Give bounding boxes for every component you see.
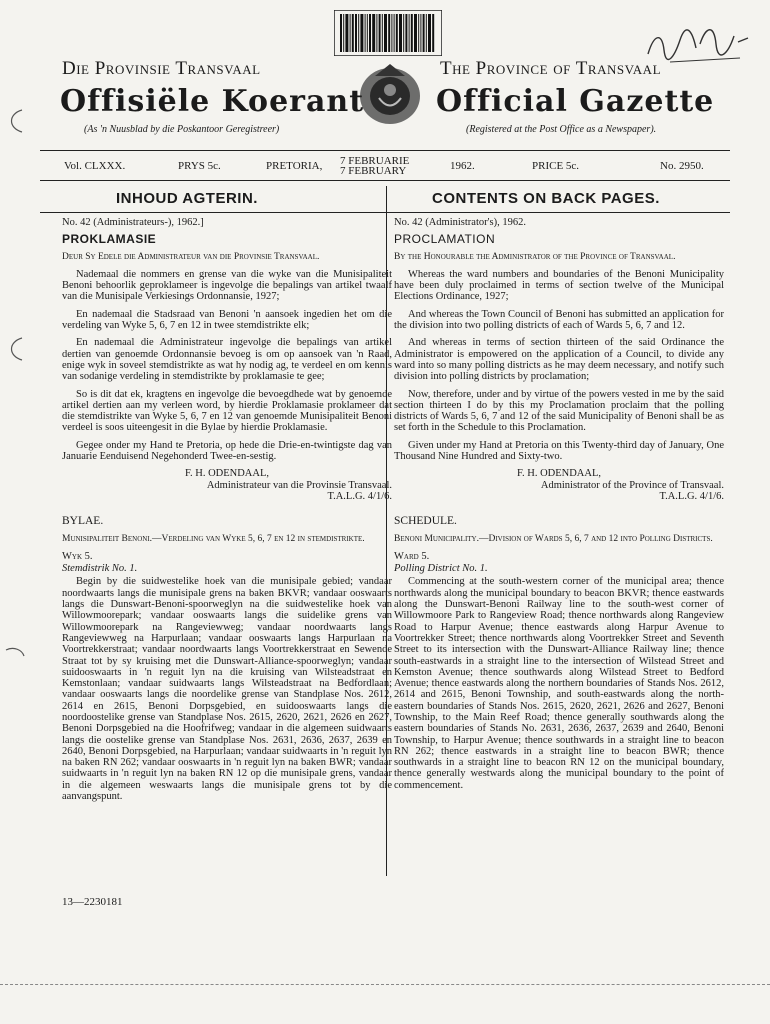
barcode-stamp [334, 10, 442, 56]
rule [40, 212, 730, 213]
margin-mark [4, 640, 26, 670]
city: PRETORIA, [266, 160, 323, 172]
registration-note-afrikaans: (As 'n Nuusblad by die Poskantoor Geregistreer) [84, 124, 280, 135]
reference: T.A.L.G. 4/1/6. [327, 490, 392, 502]
schedule-subheading: Munisipaliteit Benoni.—Verdeling van Wyke 5, 6, 7 en 12 in stemdistrikte. [62, 533, 365, 544]
signer-title: Administrator of the Province of Transvaal. [540, 479, 724, 491]
schedule-text: Begin by die suidwestelike hoek van die munisipale gebied; vandaar noordwaarts langs die munisipale grens na baken BKVR; vandaar ooswaarts langs die Dunswart-Benoni-spoorweglyn na die suidwestelike hoek van Willowmoorepark; vandaar ooswaarts langs die suidelike grens van Willowmoorepark na Rangeviewweg; vandaar noordwaarts langs Rangeviewweg na Harpurlaan; vandaar ooswaarts langs Harpurlaan na Voortrekkerstraat; vandaar noordwaarts langs Voortrekkerstraat en Sewende Straat tot by sy kruising met die Dunswart-Alliance-spoorweglyn; vandaar suidooswaarts in 'n reguit lyn na die kruising van Wilsteadstraat en Kemstonlaan; vandaar suidwaarts langs Wilsteadstraat na Bedfordlaan; vandaar ooswaarts langs die noordelike grense van Standplase Nos. 2612, 2614 en 2615, Benoni Dorpsgebied, en suidooswaarts langs die noordoostelike grense van Standplase Nos. 2615, 2620, 2621, 2626 en 2627, Benoni Dorpsgebied na die Hoofrifweg; vandaar in die algemeen suidwaarts langs die oostelike grense van Standplase Nos. 2631, 2636, 2637, 2639 en 2640, Benoni Dorpsgebied, na Harpurlaan; vandaar suidwaarts in 'n reguit lyn na baken RN 262; vandaar ooswaarts in 'n reguit lyn na baken BWR; vandaar suidwaarts in 'n reguit lyn na baken RN 12 op die munisipale grens, vandaar in die algemeen weswaarts langs die munisipale grens tot by die aanvangspunt. [62, 576, 392, 803]
rule [40, 180, 730, 181]
signer-title: Administrateur van die Provinsie Transvaal. [206, 479, 392, 491]
ward-label: Ward 5. [394, 550, 430, 562]
paragraph: Nademaal die nommers en grense van die wyke van die Munisipaliteit Benoni behoorlik geproklameer is ingevolge die bepalings van artikel twaalf van die Munisipale Verkiesings Ordonnansie, 1927; [62, 268, 392, 303]
signature-block [62, 468, 392, 502]
ward-label: Wyk 5. [62, 550, 93, 562]
schedule-heading: SCHEDULE. [394, 515, 457, 528]
paragraph: Whereas the ward numbers and boundaries of the Benoni Municipality have been duly proclaimed in terms of section twelve of the Municipal Elections Ordinance, 1927; [394, 268, 724, 303]
page-edge-rule [0, 984, 770, 985]
paragraph: And whereas the Town Council of Benoni has submitted an application for the division into two polling districts of each of Wards 5, 6, 7 and 12. [394, 308, 724, 332]
schedule-subheading: Benoni Municipality.—Division of Wards 5, 6, 7 and 12 into Polling Districts. [394, 533, 713, 544]
price-english: PRICE 5c. [532, 160, 580, 172]
reference: T.A.L.G. 4/1/6. [659, 490, 724, 502]
district-label: Polling District No. 1. [394, 563, 488, 575]
district-label: Stemdistrik No. 1. [62, 563, 138, 575]
notice-number: No. 42 (Administrateurs-), 1962.] [62, 217, 204, 228]
gazette-title-afrikaans: Offisiële Koerant [60, 84, 365, 119]
coat-of-arms-seal [353, 58, 427, 128]
english-column [394, 217, 724, 797]
margin-mark [4, 334, 26, 364]
issue-info-row [40, 156, 730, 178]
by-line: By the Honourable the Administrator of the Province of Transvaal. [394, 251, 676, 262]
margin-mark [4, 106, 26, 136]
masthead-right-title: The Province of Transvaal [440, 58, 662, 79]
afrikaans-column [62, 217, 392, 808]
signature-block [394, 468, 724, 502]
schedule-heading: BYLAE. [62, 515, 104, 528]
issue-number: No. 2950. [660, 160, 704, 172]
price-afrikaans: PRYS 5c. [178, 160, 221, 172]
masthead-left-title: Die Provinsie Transvaal [62, 58, 261, 79]
schedule-text: Commencing at the south-western corner of the municipal area; thence northwards along the municipal boundary to beacon BKVR; thence eastwards along the Dunswart-Benoni Railway line to the south-west corner of Willowmoore Park to Rangeview Road; thence northwards along Rangeview Road to Harpur Avenue; thence eastwards along Harpur Avenue to Voortrekker Street; thence northwards along Voortrekker Street and Seventh Street to its intersection with the Dunswart-Alliance Railway line; thence south-eastwards in a straight line to the intersection of Wilstead Street and Kemston Avenue; thence southwards along Wilstead Street to Bedford Avenue; thence eastwards along the northern boundaries of Stands Nos. 2612, 2614 and 2615, Benoni Township, and south-eastwards along the north-eastern boundaries of Stands Nos. 2615, 2620, 2621, 2626 and 2627, Benoni Township, to the Main Reef Road; thence generally southwards along the eastern boundaries of Stands No. 2631, 2636, 2637, 2639 and 2640, Benoni Township, to Harpur Avenue; thence southwards in a straight line to beacon RN 262; thence eastwards in a straight line to beacon BWR; thence southwards in a straight line to beacon RN 12 on the municipal boundary, thence generally westwards along the municipal boundary to the point of commencement. [394, 576, 724, 791]
paragraph: En nademaal die Administrateur ingevolge die bepalings van artikel dertien van genoemde Ordonnansie bevoeg is om op aansoek van 'n Raad, enige wyk in soveel stemdistrikte as wat hy nodig ag, te verdeel en om kennis van sodanige verdeling in stemdistrikte by proklamasie te gee; [62, 337, 392, 383]
paragraph: Now, therefore, under and by virtue of the powers vested in me by the said section thirteen I do by this my Proclamation proclaim that the polling districts of Wards 5, 6, 7 and 12 of the said Municipality of Benoni shall be as set forth in the Schedule to this Proclamation. [394, 388, 724, 434]
volume: Vol. CLXXX. [64, 160, 126, 172]
year: 1962. [450, 160, 475, 172]
gazette-title-english: Official Gazette [436, 84, 715, 119]
proclamation-heading: PROKLAMASIE [62, 232, 157, 247]
by-line: Deur Sy Edele die Administrateur van die Provinsie Transvaal. [62, 251, 320, 262]
signer-name: F. H. ODENDAAL, [516, 468, 602, 480]
proclamation-heading: PROCLAMATION [394, 232, 496, 247]
paragraph: And whereas in terms of section thirteen of the said Ordinance the Administrator is empowered on the application of a Council, to divide any ward into so many polling districts as he may deem necessary, and notify such division into polling districts by proclamation; [394, 337, 724, 383]
rule [40, 150, 730, 151]
signer-name: F. H. ODENDAAL, [184, 468, 270, 480]
paragraph: En nademaal die Stadsraad van Benoni 'n aansoek ingedien het om die verdeling van Wyke 5, 6, 7 en 12 in twee stemdistrikte elk; [62, 308, 392, 332]
issue-date: 7 FEBRUARIE 7 FEBRUARY [340, 155, 410, 177]
document-number: 13—2230181 [62, 896, 123, 908]
contents-note-english: CONTENTS ON BACK PAGES. [432, 190, 660, 207]
contents-note-afrikaans: INHOUD AGTERIN. [116, 190, 258, 207]
paragraph: Gegee onder my Hand te Pretoria, op hede die Drie-en-twintigste dag van Januarie Eenduisend Negehonderd Twee-en-sestig. [62, 439, 392, 463]
paragraph: Given under my Hand at Pretoria on this Twenty-third day of January, One Thousand Nine Hundred and Sixty-two. [394, 439, 724, 463]
notice-number: No. 42 (Administrator's), 1962. [394, 217, 526, 228]
registration-note-english: (Registered at the Post Office as a Newspaper). [466, 124, 657, 135]
paragraph: So is dit dat ek, kragtens en ingevolge die bevoegdhede wat by genoemde artikel dertien aan my verleen word, by hierdie Proklamasie proklameer dat die stemdistrikte van Wyke 5, 6, 7 en 12 van genoemde Munisipaliteit Benoni verdeel is soos uiteengesit in die Bylae by hierdie Proklamasie. [62, 388, 392, 434]
